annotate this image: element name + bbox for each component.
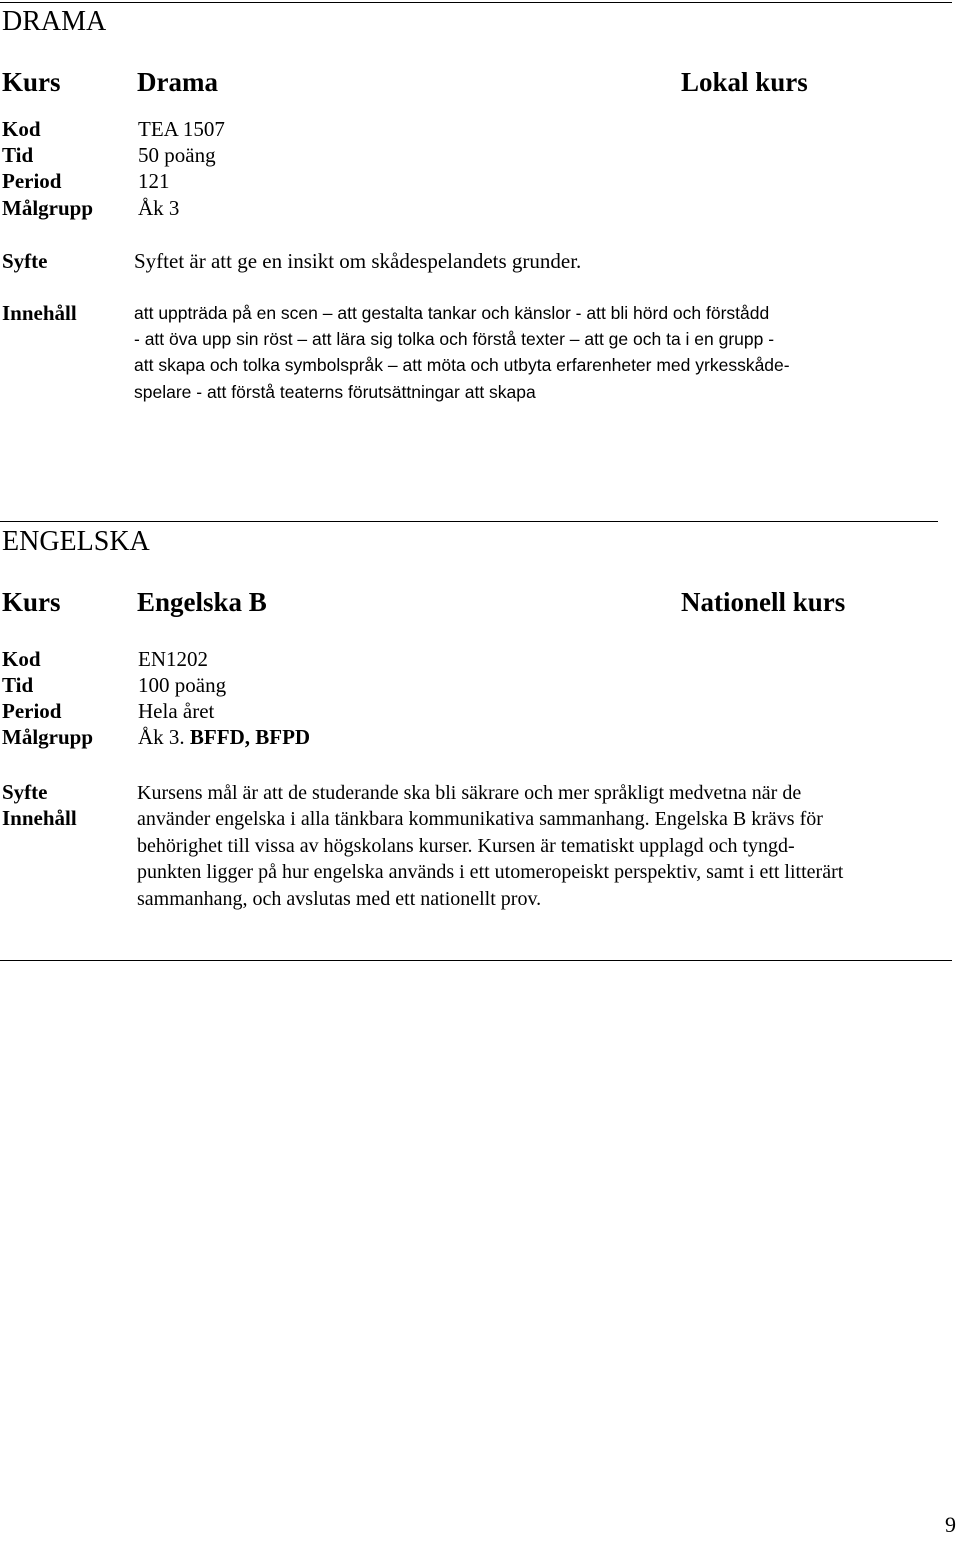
top-rule (0, 2, 952, 3)
course-name: Drama (137, 67, 218, 97)
field-label-malgrupp: Målgrupp (2, 725, 94, 749)
field-value-malgrupp (138, 725, 310, 750)
field-value-period: Hela året (138, 699, 215, 723)
field-value-kod: TEA 1507 (138, 117, 225, 141)
field-label-tid: Tid (2, 143, 34, 167)
innehall-line: att uppträda på en scen – att gestalta tankar och känslor - att bli hörd och förstådd (134, 303, 770, 323)
field-value-tid: 50 poäng (138, 143, 216, 167)
malgrupp-value: Åk 3. (138, 725, 185, 749)
course-text-line: Kursens mål är att de studerande ska bli säkrare och mer språkligt medvetna när de (137, 782, 802, 804)
field-label-kod: Kod (2, 647, 41, 671)
section-title-engelska: ENGELSKA (2, 526, 150, 557)
field-value-period: 121 (138, 169, 170, 193)
bottom-rule (0, 960, 952, 961)
field-label-kod: Kod (2, 117, 41, 141)
syfte-label: Syfte (2, 780, 48, 804)
course-text-line: behörighet till vissa av högskolans kurser. Kursen är tematiskt upplagd och tyngd- (137, 835, 795, 857)
kurs-label: Kurs (2, 67, 61, 97)
field-label-period: Period (2, 169, 62, 193)
course-text-line: sammanhang, och avslutas med ett nationellt prov. (137, 888, 542, 910)
syfte-text: Syftet är att ge en insikt om skådespelandets grunder. (134, 249, 582, 273)
page-number: 9 (945, 1512, 956, 1537)
field-label-period: Period (2, 699, 62, 723)
kurs-label: Kurs (2, 587, 61, 617)
course-type: Lokal kurs (681, 67, 808, 97)
field-label-tid: Tid (2, 673, 34, 697)
field-value-malgrupp: Åk 3 (138, 196, 180, 220)
course-text-line: använder engelska i alla tänkbara kommunikativa sammanhang. Engelska B krävs för (137, 808, 823, 830)
field-value-tid: 100 poäng (138, 673, 227, 697)
malgrupp-extra: BFFD, BFPD (189, 725, 311, 749)
section-divider (0, 521, 938, 522)
course-text-line: punkten ligger på hur engelska används i ett utomeropeiskt perspektiv, samt i ett litterärt (137, 861, 844, 883)
innehall-line: - att öva upp sin röst – att lära sig tolka och förstå texter – att ge och ta i en grupp - (134, 329, 775, 349)
innehall-label: Innehåll (2, 301, 77, 325)
field-label-malgrupp: Målgrupp (2, 196, 94, 220)
field-value-kod: EN1202 (138, 647, 208, 671)
innehall-label: Innehåll (2, 806, 77, 830)
course-name: Engelska B (137, 587, 267, 617)
syfte-label: Syfte (2, 249, 48, 273)
innehall-line: spelare - att förstå teaterns förutsättningar att skapa (134, 382, 536, 402)
section-title-drama: DRAMA (2, 6, 107, 37)
innehall-line: att skapa och tolka symbolspråk – att möta och utbyta erfarenheter med yrkesskåde- (134, 355, 790, 375)
course-type: Nationell kurs (681, 587, 846, 617)
